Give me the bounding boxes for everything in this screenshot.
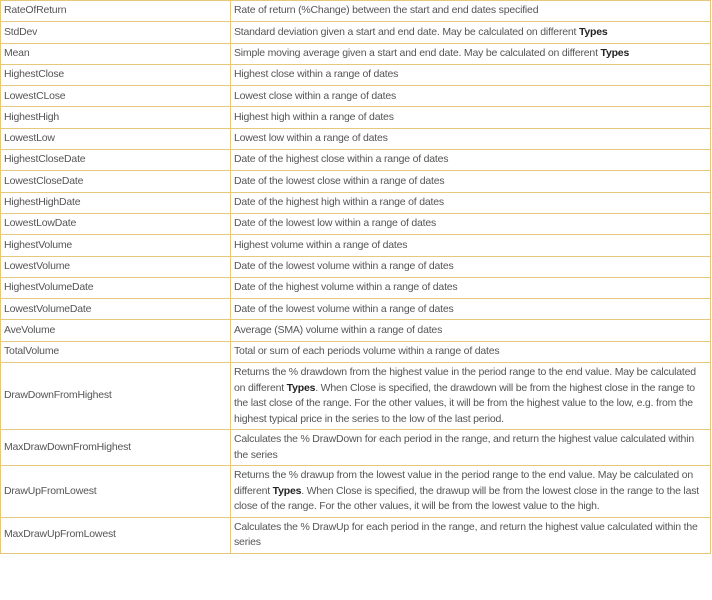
table-row xyxy=(1,299,711,320)
function-name-cell: LowestLowDate xyxy=(1,213,231,234)
description-text: Lowest close within a range of dates xyxy=(234,89,397,102)
function-description-cell xyxy=(231,517,711,553)
types-keyword: Types xyxy=(286,381,316,394)
function-name-cell: LowestCloseDate xyxy=(1,171,231,192)
description-text: Average (SMA) volume within a range of dates xyxy=(234,323,443,336)
function-description-cell xyxy=(231,466,711,518)
description-text: Simple moving average given a start and end date. May be calculated on different xyxy=(234,46,601,59)
function-description-cell xyxy=(231,171,711,192)
function-description-cell xyxy=(231,341,711,362)
table-row xyxy=(1,43,711,64)
function-name-cell: HighestClose xyxy=(1,64,231,85)
description-text: Total or sum of each periods volume within a range of dates xyxy=(234,345,500,358)
description-text: Highest volume within a range of dates xyxy=(234,238,408,251)
function-description-cell xyxy=(231,235,711,256)
function-name-cell: RateOfReturn xyxy=(1,1,231,22)
description-text: Date of the lowest low within a range of dates xyxy=(234,217,437,230)
table-row xyxy=(1,256,711,277)
description-text: Rate of return (%Change) between the start and end dates specified xyxy=(234,4,539,17)
function-description-cell xyxy=(231,128,711,149)
table-row xyxy=(1,277,711,298)
table-row xyxy=(1,171,711,192)
table-row xyxy=(1,466,711,518)
description-text: Highest close within a range of dates xyxy=(234,68,399,81)
table-row xyxy=(1,517,711,553)
table-row xyxy=(1,86,711,107)
description-text: Highest high within a range of dates xyxy=(234,110,394,123)
table-row xyxy=(1,128,711,149)
function-name-cell: Mean xyxy=(1,43,231,64)
function-description-cell xyxy=(231,256,711,277)
table-row xyxy=(1,192,711,213)
function-description-cell xyxy=(231,150,711,171)
function-description-cell xyxy=(231,192,711,213)
table-row xyxy=(1,107,711,128)
description-text: . When Close is specified, the drawup will be from the lowest close in the range to the last close of the range. For the other values, it will be from the lowest value to the high. xyxy=(234,484,699,513)
description-text: Date of the highest high within a range of dates xyxy=(234,196,444,209)
function-name-cell: StdDev xyxy=(1,22,231,43)
description-text: . When Close is specified, the drawdown will be from the highest close in the range to the last close of the range. For the other values, it will be from the highest value to the low, e.g. from the highest typical price in the series to the low of the last period. xyxy=(234,381,695,425)
function-description-cell xyxy=(231,1,711,22)
function-name-cell: LowestCLose xyxy=(1,86,231,107)
function-name-cell: AveVolume xyxy=(1,320,231,341)
function-description-cell xyxy=(231,64,711,85)
table-row xyxy=(1,22,711,43)
page-bottom-edge xyxy=(0,596,712,600)
function-name-cell: HighestHighDate xyxy=(1,192,231,213)
description-text: Returns the % drawdown from the highest value in the period range to the end value. May be calculated on different xyxy=(234,366,696,394)
function-name-cell: DrawDownFromHighest xyxy=(1,363,231,430)
types-keyword: Types xyxy=(272,484,302,497)
table-row xyxy=(1,64,711,85)
table-row xyxy=(1,363,711,430)
description-text: Returns the % drawup from the lowest value in the period range to the end value. May be calculated on different xyxy=(234,469,694,497)
function-description-cell xyxy=(231,22,711,43)
description-text: Calculates the % DrawDown for each period in the range, and return the highest value calculated within the series xyxy=(234,433,694,461)
function-description-cell xyxy=(231,430,711,466)
table-row xyxy=(1,430,711,466)
function-name-cell: HighestHigh xyxy=(1,107,231,128)
description-text: Lowest low within a range of dates xyxy=(234,132,388,145)
function-name-cell: HighestVolume xyxy=(1,235,231,256)
table-row xyxy=(1,341,711,362)
function-description-cell xyxy=(231,363,711,430)
description-text: Date of the lowest close within a range of dates xyxy=(234,174,445,187)
table-row xyxy=(1,150,711,171)
function-name-cell: HighestCloseDate xyxy=(1,150,231,171)
function-description-cell xyxy=(231,43,711,64)
function-description-cell xyxy=(231,213,711,234)
description-text: Standard deviation given a start and end date. May be calculated on different xyxy=(234,25,579,38)
function-name-cell: LowestVolumeDate xyxy=(1,299,231,320)
function-name-cell: MaxDrawUpFromLowest xyxy=(1,517,231,553)
table-row xyxy=(1,1,711,22)
description-text: Date of the lowest volume within a range of dates xyxy=(234,302,454,315)
function-name-cell: TotalVolume xyxy=(1,341,231,362)
function-name-cell: LowestVolume xyxy=(1,256,231,277)
description-text: Date of the highest volume within a range of dates xyxy=(234,281,458,294)
table-row xyxy=(1,235,711,256)
functions-table-body xyxy=(1,1,711,554)
table-row xyxy=(1,213,711,234)
function-name-cell: DrawUpFromLowest xyxy=(1,466,231,518)
function-description-cell xyxy=(231,86,711,107)
table-row xyxy=(1,320,711,341)
types-keyword: Types xyxy=(600,46,630,59)
function-description-cell xyxy=(231,107,711,128)
types-keyword: Types xyxy=(578,25,608,38)
description-text: Date of the highest close within a range of dates xyxy=(234,153,449,166)
function-name-cell: LowestLow xyxy=(1,128,231,149)
function-name-cell: HighestVolumeDate xyxy=(1,277,231,298)
function-description-cell xyxy=(231,320,711,341)
function-description-cell xyxy=(231,277,711,298)
description-text: Date of the lowest volume within a range of dates xyxy=(234,259,454,272)
function-name-cell: MaxDrawDownFromHighest xyxy=(1,430,231,466)
description-text: Calculates the % DrawUp for each period in the range, and return the highest value calculated within the series xyxy=(234,520,698,549)
function-description-cell xyxy=(231,299,711,320)
